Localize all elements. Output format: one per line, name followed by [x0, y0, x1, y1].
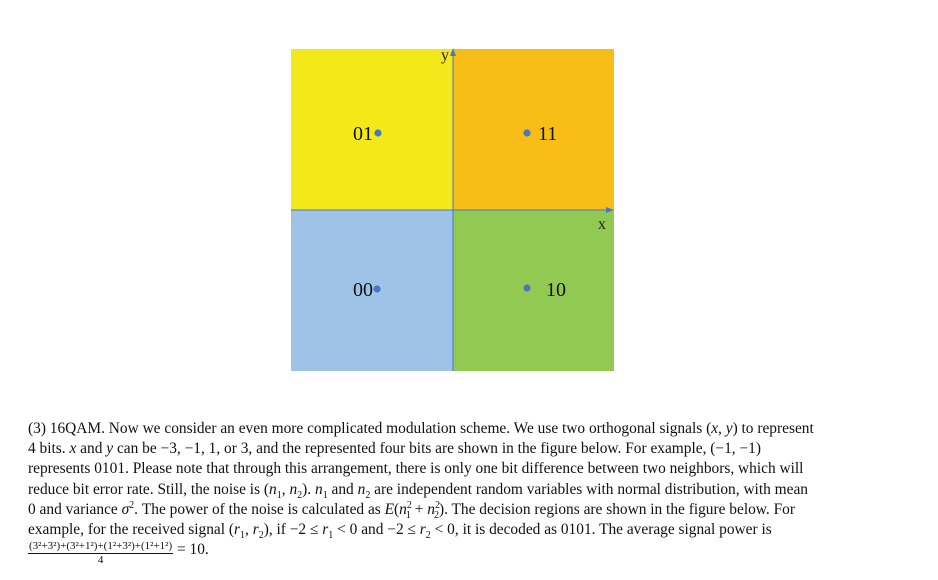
problem-paragraph — [28, 419, 908, 566]
point-01 — [374, 129, 381, 136]
paragraph-line-5: 0 and variance $\sigma^2$. The power of the noise is calculated as $E(n^2_1 + n^2_2)$. The decision regions are shown in the figure below. For — [28, 499, 795, 521]
paragraph-line-3: represents 0101. Please note that through this arrangement, there is only one bit difference between two neighbors, which will — [28, 460, 804, 478]
x-axis-label: x — [598, 216, 606, 233]
label-01: 01 — [353, 123, 373, 145]
paragraph-line-4: reduce bit error rate. Still, the noise is ($n_1$, $n_2$). $n_1$ and $n_2$ are independent random variables with normal distribution, with mean — [28, 480, 808, 501]
average-power-fraction: $\frac{\text{(3²+3²)+(3²+1²)+(1²+3²)+(1²+1²)}}{4}$ — [29, 540, 173, 567]
paragraph-line-2: 4 bits. x and y can be −3, −1, 1, or 3, and the represented four bits are shown in the figure below. For example, (−1, −1) — [28, 440, 761, 458]
point-10 — [523, 284, 530, 291]
y-axis-label: y — [441, 47, 449, 64]
label-00: 00 — [353, 279, 373, 301]
quadrant-11 — [453, 49, 614, 210]
point-00 — [373, 285, 380, 292]
paragraph-line-7: $\frac{\text{(3²+3²)+(3²+1²)+(1²+3²)+(1²+1²)}}{4}$ = 10. — [29, 540, 209, 567]
point-11 — [523, 129, 530, 136]
label-10: 10 — [546, 279, 566, 301]
label-11: 11 — [538, 123, 558, 145]
paragraph-line-6: example, for the received signal ($r_1$, $r_2$), if $-2 \le r_1 < 0$ and $-2 \le r_2 < 0$, it is decoded as 0101. The average signal power is — [28, 521, 772, 542]
quadrant-10 — [453, 210, 614, 371]
paragraph-line-1: (3) 16QAM. Now we consider an even more complicated modulation scheme. We use two orthogonal signals (x, y) to represent — [28, 420, 814, 437]
